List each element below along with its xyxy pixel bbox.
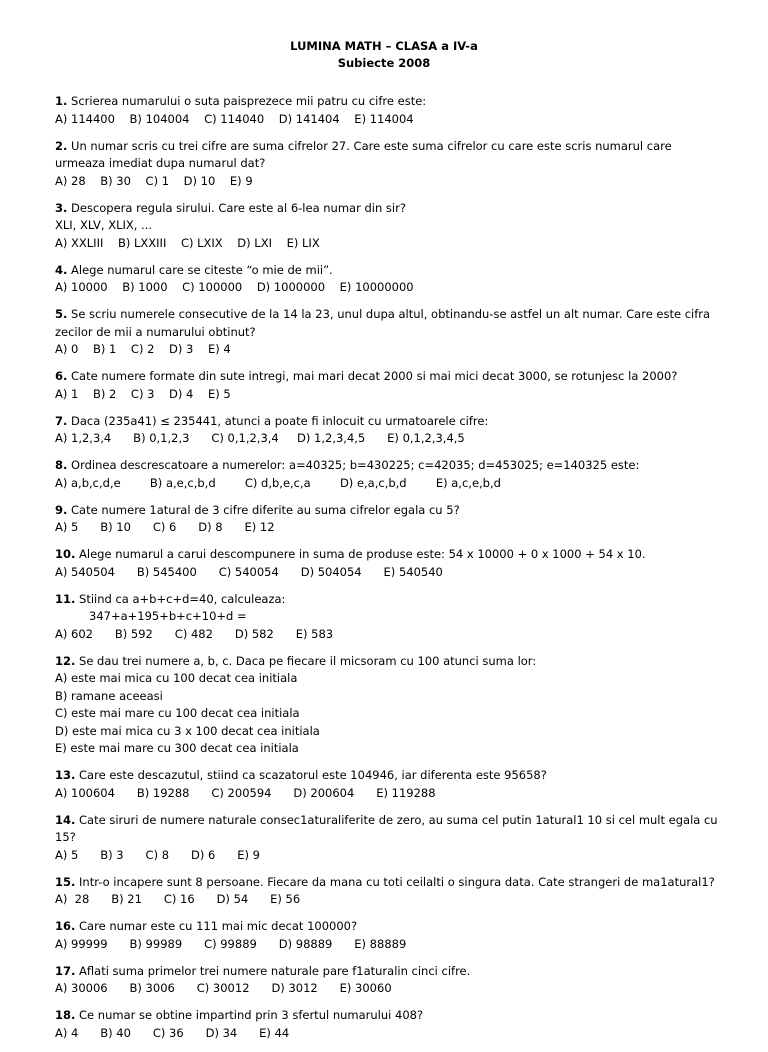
question-13 (55, 767, 725, 802)
question-text: Alege numarul care se citeste “o mie de mii”. (71, 262, 333, 277)
question-number: 12. (55, 653, 76, 668)
question-prompt (55, 918, 725, 936)
question-prompt (55, 262, 725, 280)
question-7 (55, 413, 725, 448)
answer-line: A) 602 B) 592 C) 482 D) 582 E) 583 (55, 626, 334, 641)
answer-line: C) este mai mare cu 100 decat cea initiala (55, 706, 300, 720)
question-text: Ordinea descrescatoare a numerelor: a=40325; b=430225; c=42035; d=453025; e=140325 este: (71, 458, 640, 472)
question-text: Ce numar se obtine impartind prin 3 sfertul numarului 408? (79, 1008, 424, 1022)
question-number: 5. (55, 307, 68, 321)
question-text: Aflati suma primelor trei numere naturale pare f1aturalin cinci cifre. (79, 963, 471, 978)
question-14 (55, 812, 725, 865)
question-text: Care numar este cu 111 mai mic decat 100000? (79, 919, 358, 933)
question-number: 16. (55, 919, 76, 933)
question-prompt (55, 546, 725, 564)
question-text: Un numar scris cu trei cifre are suma cifrelor 27. Care este suma cifrelor cu care este scris numarul care urmeaza imediat dupa numarul dat? (55, 138, 672, 170)
page-subtitle: Subiecte 2008 (337, 56, 431, 70)
question-number: 17. (55, 963, 76, 978)
answer-line: A) 10000 B) 1000 C) 100000 D) 1000000 E) 10000000 (55, 280, 414, 294)
question-prompt (55, 767, 725, 785)
question-15 (55, 874, 725, 909)
question-prompt (55, 413, 725, 431)
question-prompt (55, 963, 725, 981)
question-text: Care este descazutul, stiind ca scazatorul este 104946, iar diferenta este 95658? (79, 768, 547, 782)
answer-line: A) 5 B) 10 C) 6 D) 8 E) 12 (55, 520, 275, 534)
answer-line: A) 1 B) 2 C) 3 D) 4 E) 5 (55, 386, 231, 401)
question-number: 7. (55, 413, 68, 428)
answer-line: A) 28 B) 21 C) 16 D) 54 E) 56 (55, 892, 301, 906)
question-prompt (55, 306, 725, 341)
question-text: Cate siruri de numere naturale consec1aturaliferite de zero, au suma cel putin 1atural1 10 si cel mult egala cu 15? (55, 812, 718, 844)
question-4 (55, 262, 725, 297)
answer-line: A) 100604 B) 19288 C) 200594 D) 200604 E) 119288 (55, 785, 436, 800)
answer-line: A) 5 B) 3 C) 8 D) 6 E) 9 (55, 847, 260, 862)
question-8 (55, 457, 725, 492)
answer-line: D) este mai mica cu 3 x 100 decat cea initiala (55, 723, 320, 738)
question-prompt (55, 457, 725, 475)
answer-line: A) 4 B) 40 C) 36 D) 34 E) 44 (55, 1025, 290, 1040)
question-list (55, 93, 725, 1052)
question-prompt (55, 812, 725, 847)
question-prompt (55, 653, 725, 671)
question-number: 15. (55, 874, 76, 889)
question-prompt (55, 200, 725, 218)
answer-line: A) 114400 B) 104004 C) 114040 D) 141404 E) 114004 (55, 111, 414, 126)
question-text: Intr-o incapere sunt 8 persoane. Fiecare da mana cu toti ceilalti o singura data. Cate strangeri de ma1atural1? (79, 874, 715, 889)
question-text: Cate numere formate din sute intregi, mai mari decat 2000 si mai mici decat 3000, se rotunjesc la 2000? (71, 369, 678, 383)
question-number: 14. (55, 812, 76, 827)
question-text: Stiind ca a+b+c+d=40, calculeaza: (79, 591, 286, 606)
question-18 (55, 1007, 725, 1042)
question-prompt (55, 874, 725, 892)
question-text: Daca (235a41) ≤ 235441, atunci a poate fi inlocuit cu urmatoarele cifre: (71, 413, 489, 428)
question-6 (55, 368, 725, 403)
answer-line: A) 30006 B) 3006 C) 30012 D) 3012 E) 30060 (55, 981, 392, 995)
question-text: Se scriu numerele consecutive de la 14 la 23, unul dupa altul, obtinandu-se astfel un alt numar. Care este cifra zecilor de mii a numarului obtinut? (55, 307, 711, 339)
question-12 (55, 653, 725, 758)
question-text: Se dau trei numere a, b, c. Daca pe fiecare il micsoram cu 100 atunci suma lor: (79, 653, 537, 668)
question-number: 2. (55, 138, 68, 153)
question-expression: 347+a+195+b+c+10+d = (89, 609, 247, 623)
question-number: 1. (55, 94, 68, 108)
question-5 (55, 306, 725, 359)
question-number: 10. (55, 547, 76, 561)
answer-line: A) 1,2,3,4 B) 0,1,2,3 C) 0,1,2,3,4 D) 1,2,3,4,5 E) 0,1,2,3,4,5 (55, 431, 465, 445)
question-3 (55, 200, 725, 253)
answer-line: E) este mai mare cu 300 decat cea initiala (55, 741, 299, 755)
question-number: 11. (55, 591, 76, 606)
answer-line: A) a,b,c,d,e B) a,e,c,b,d C) d,b,e,c,a D) e,a,c,b,d E) a,c,e,b,d (55, 475, 501, 490)
answer-line: A) 0 B) 1 C) 2 D) 3 E) 4 (55, 342, 231, 356)
question-number: 8. (55, 458, 68, 472)
question-prompt (55, 1007, 725, 1025)
question-prompt (55, 502, 725, 520)
answer-line: A) 99999 B) 99989 C) 99889 D) 98889 E) 88889 (55, 936, 407, 951)
question-number: 4. (55, 262, 68, 277)
question-number: 9. (55, 502, 68, 517)
question-text: Cate numere 1atural de 3 cifre diferite au suma cifrelor egala cu 5? (71, 502, 460, 517)
answer-line: A) este mai mica cu 100 decat cea initiala (55, 671, 298, 685)
question-text: Alege numarul a carui descompunere in suma de produse este: 54 x 10000 + 0 x 1000 + 54 x 10. (79, 547, 646, 561)
question-prompt (55, 368, 725, 386)
question-1 (55, 93, 725, 128)
question-text: Descopera regula sirului. Care este al 6-lea numar din sir? (71, 200, 406, 215)
page-title: LUMINA MATH – CLASA a IV-a (290, 39, 478, 53)
question-11 (55, 591, 725, 644)
question-9 (55, 502, 725, 537)
answer-line: B) ramane aceeasi (55, 688, 163, 703)
question-number: 18. (55, 1008, 76, 1022)
question-prompt (55, 138, 725, 173)
answer-line: A) 540504 B) 545400 C) 540054 D) 504054 E) 540540 (55, 564, 443, 579)
question-10 (55, 546, 725, 581)
header (0, 38, 768, 72)
answer-line: A) 28 B) 30 C) 1 D) 10 E) 9 (55, 173, 253, 188)
question-number: 3. (55, 200, 68, 215)
question-prompt (55, 591, 725, 609)
question-17 (55, 963, 725, 998)
question-text: Scrierea numarului o suta paisprezece mii patru cu cifre este: (71, 94, 427, 108)
question-number: 6. (55, 369, 68, 383)
question-2 (55, 138, 725, 191)
answer-line: A) XXLIII B) LXXIII C) LXIX D) LXI E) LIX (55, 235, 320, 250)
question-prompt (55, 93, 725, 111)
question-16 (55, 918, 725, 953)
question-number: 13. (55, 768, 76, 782)
answer-line: XLI, XLV, XLIX, ... (55, 218, 153, 232)
